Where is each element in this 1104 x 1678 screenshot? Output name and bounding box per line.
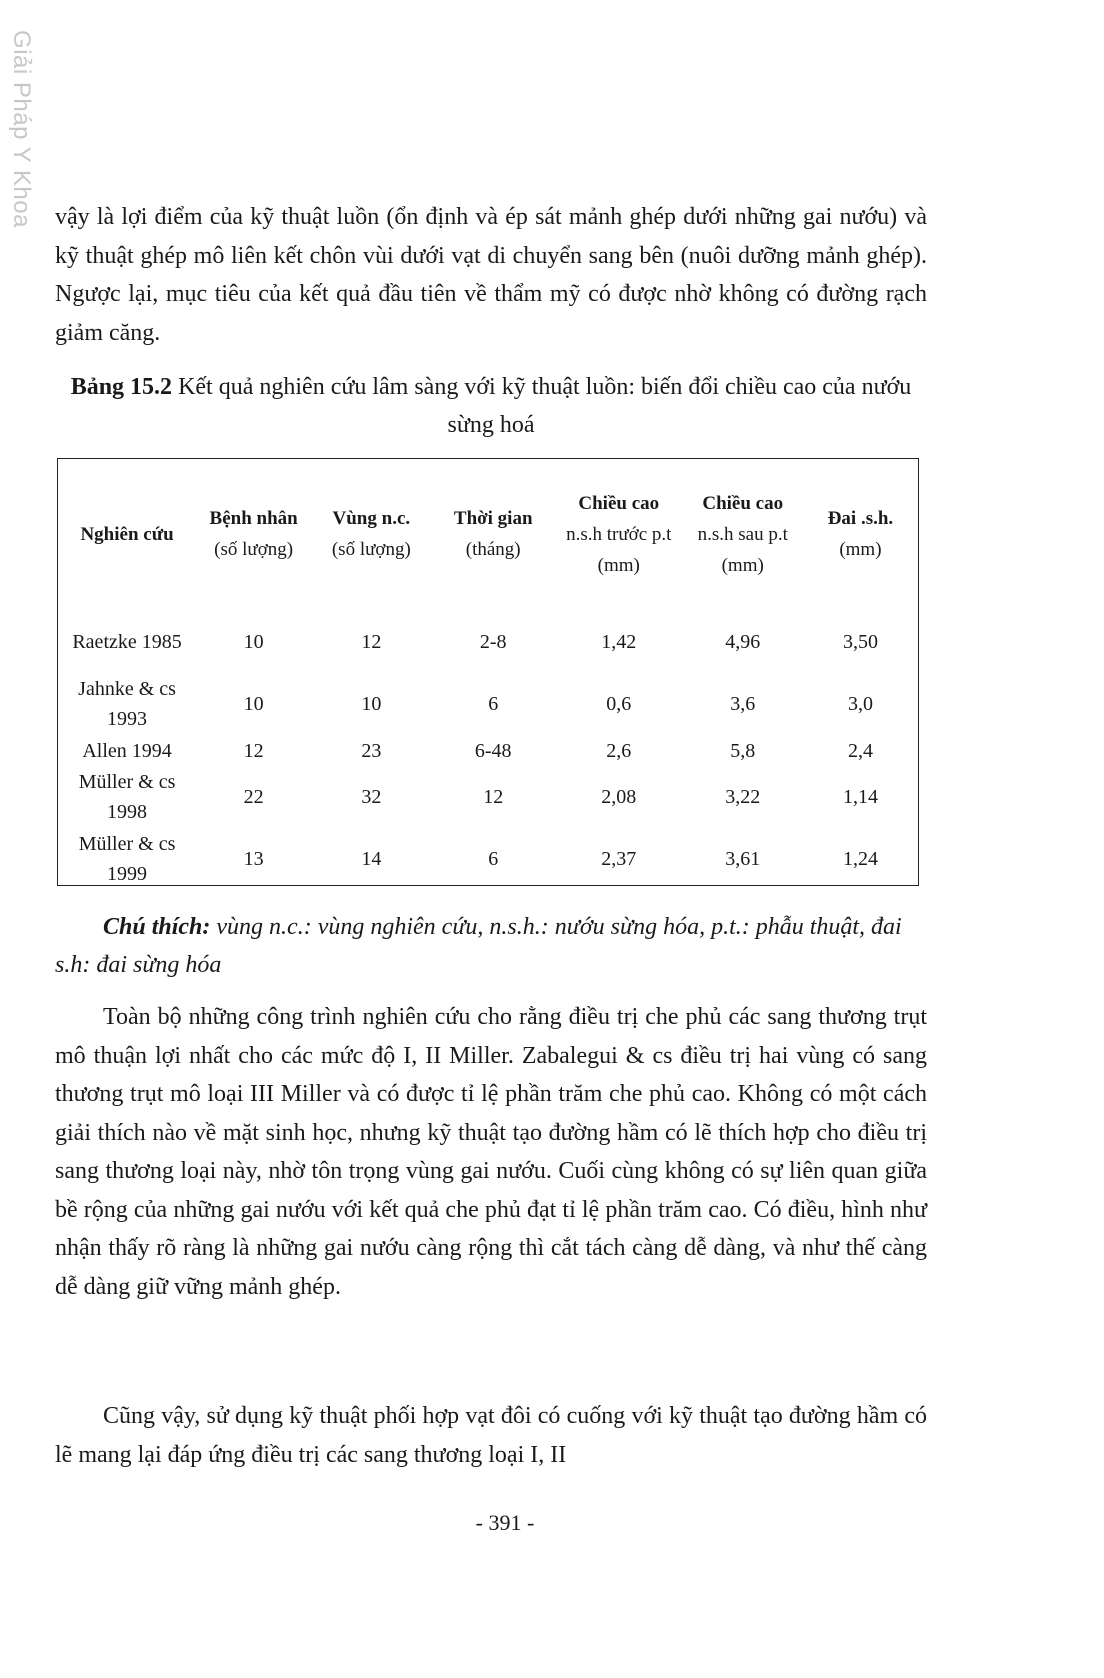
page-number: - 391 -: [475, 1510, 535, 1535]
table-cell: 3,61: [725, 848, 761, 870]
table-cell: 10: [243, 693, 264, 715]
table-caption-label: Bảng 15.2: [70, 374, 173, 400]
col-header-height-before: Chiều cao n.s.h trước p.t (mm): [566, 492, 672, 576]
col-header-study: Nghiên cứu: [80, 523, 174, 545]
table-cell: 12: [243, 739, 264, 762]
table-caption-text: Kết quả nghiên cứu lâm sàng với kỹ thuật luồn: biến đổi chiều cao của nướu sừng hoá: [172, 374, 912, 438]
table-row: [58, 735, 918, 766]
table-note: [55, 908, 927, 984]
table-row: [58, 673, 918, 735]
table-cell: 1,14: [842, 786, 878, 808]
table-note-label: Chú thích:: [103, 914, 211, 940]
table-cell: 0,6: [606, 693, 632, 715]
table-cell: 1,24: [842, 848, 878, 870]
col-header-sites: Vùng n.c. (số lượng): [331, 508, 411, 560]
table-cell: 14: [361, 848, 382, 870]
table-cell: 6: [488, 693, 499, 715]
table-cell: 3,6: [730, 693, 756, 715]
table-row: [58, 609, 918, 673]
table-cell: 2-8: [479, 631, 507, 653]
table-cell: 32: [361, 786, 382, 808]
table-cell: Jahnke & cs 1993: [78, 678, 176, 730]
table-cell: 2,6: [606, 739, 632, 762]
table-caption: [55, 368, 927, 444]
table-cell: 2,37: [601, 848, 637, 870]
table-cell: Müller & cs 1999: [78, 833, 176, 885]
table-cell: Müller & cs 1998: [78, 771, 176, 823]
paragraph-1: vậy là lợi điểm của kỹ thuật luồn (ổn định và ép sát mảnh ghép dưới những gai nướu) và kỹ thuật ghép mô liên kết chôn vùi dưới vạt di chuyển sang bên (nuôi dưỡng mảnh ghép). Ngược lại, mục tiêu của kết quả đầu tiên về thẩm mỹ có được nhờ không có đường rạch giảm căng.: [55, 204, 927, 346]
table-cell: 6-48: [474, 739, 512, 762]
table-cell: Allen 1994: [82, 739, 172, 762]
col-header-patients: Bệnh nhân (số lượng): [209, 508, 298, 560]
paragraph-3: Cũng vậy, sử dụng kỹ thuật phối hợp vạt đôi có cuống với kỹ thuật tạo đường hầm có lẽ mang lại đáp ứng điều trị các sang thương loại I, II: [55, 1403, 927, 1468]
table-cell: 3,22: [725, 786, 761, 808]
table-note-text: vùng n.c.: vùng nghiên cứu, n.s.h.: nướu sừng hóa, p.t.: phẫu thuật, đai s.h: đai sừng hóa: [55, 914, 902, 978]
table-cell: 12: [361, 631, 382, 653]
table-cell: 5,8: [730, 739, 756, 762]
watermark: [4, 14, 38, 244]
table-cell: 12: [483, 786, 504, 808]
table-header-row: [58, 459, 918, 609]
table-row: [58, 828, 918, 890]
col-header-duration: Thời gian (tháng): [453, 508, 533, 560]
table-cell: 2,4: [847, 739, 873, 762]
table-cell: 1,42: [601, 631, 637, 653]
table-row: [58, 766, 918, 828]
col-header-height-after: Chiều cao n.s.h sau p.t (mm): [697, 492, 788, 576]
col-header-keratinized-band: Đai .s.h. (mm): [827, 508, 894, 560]
table-cell: 4,96: [725, 631, 761, 653]
table-cell: Raetzke 1985: [72, 631, 182, 653]
table-cell: 2,08: [601, 786, 637, 808]
table-cell: 23: [361, 739, 382, 762]
table-cell: 10: [243, 631, 264, 653]
table-cell: 10: [361, 693, 382, 715]
table-cell: 3,0: [847, 693, 873, 715]
table-cell: 13: [243, 848, 264, 870]
paragraph-2: Toàn bộ những công trình nghiên cứu cho rằng điều trị che phủ các sang thương trụt mô thuận lợi nhất cho các mức độ I, II Miller. Zabalegui & cs điều trị hai vùng có sang thương trụt mô loại III Miller và có được tỉ lệ phần trăm che phủ cao. Không có một cách giải thích nào về mặt sinh học, nhưng kỹ thuật tạo đường hầm có lẽ thích hợp cho điều trị sang thương loại này, nhờ tôn trọng vùng gai nướu. Cuối cùng không có sự liên quan giữa bề rộng của những gai nướu với kết quả che phủ đạt tỉ lệ phần trăm cao. Có điều, hình như nhận thấy rõ ràng là những gai nướu càng rộng thì cắt tách càng dễ dàng, và như thế càng dễ dàng giữ vững mảnh ghép.: [55, 1004, 927, 1300]
table-cell: 22: [243, 786, 264, 808]
watermark-text: Giải Pháp Y Khoa: [8, 30, 35, 228]
results-table: [57, 458, 919, 886]
table-cell: 6: [488, 848, 499, 870]
table-cell: 3,50: [842, 631, 878, 653]
